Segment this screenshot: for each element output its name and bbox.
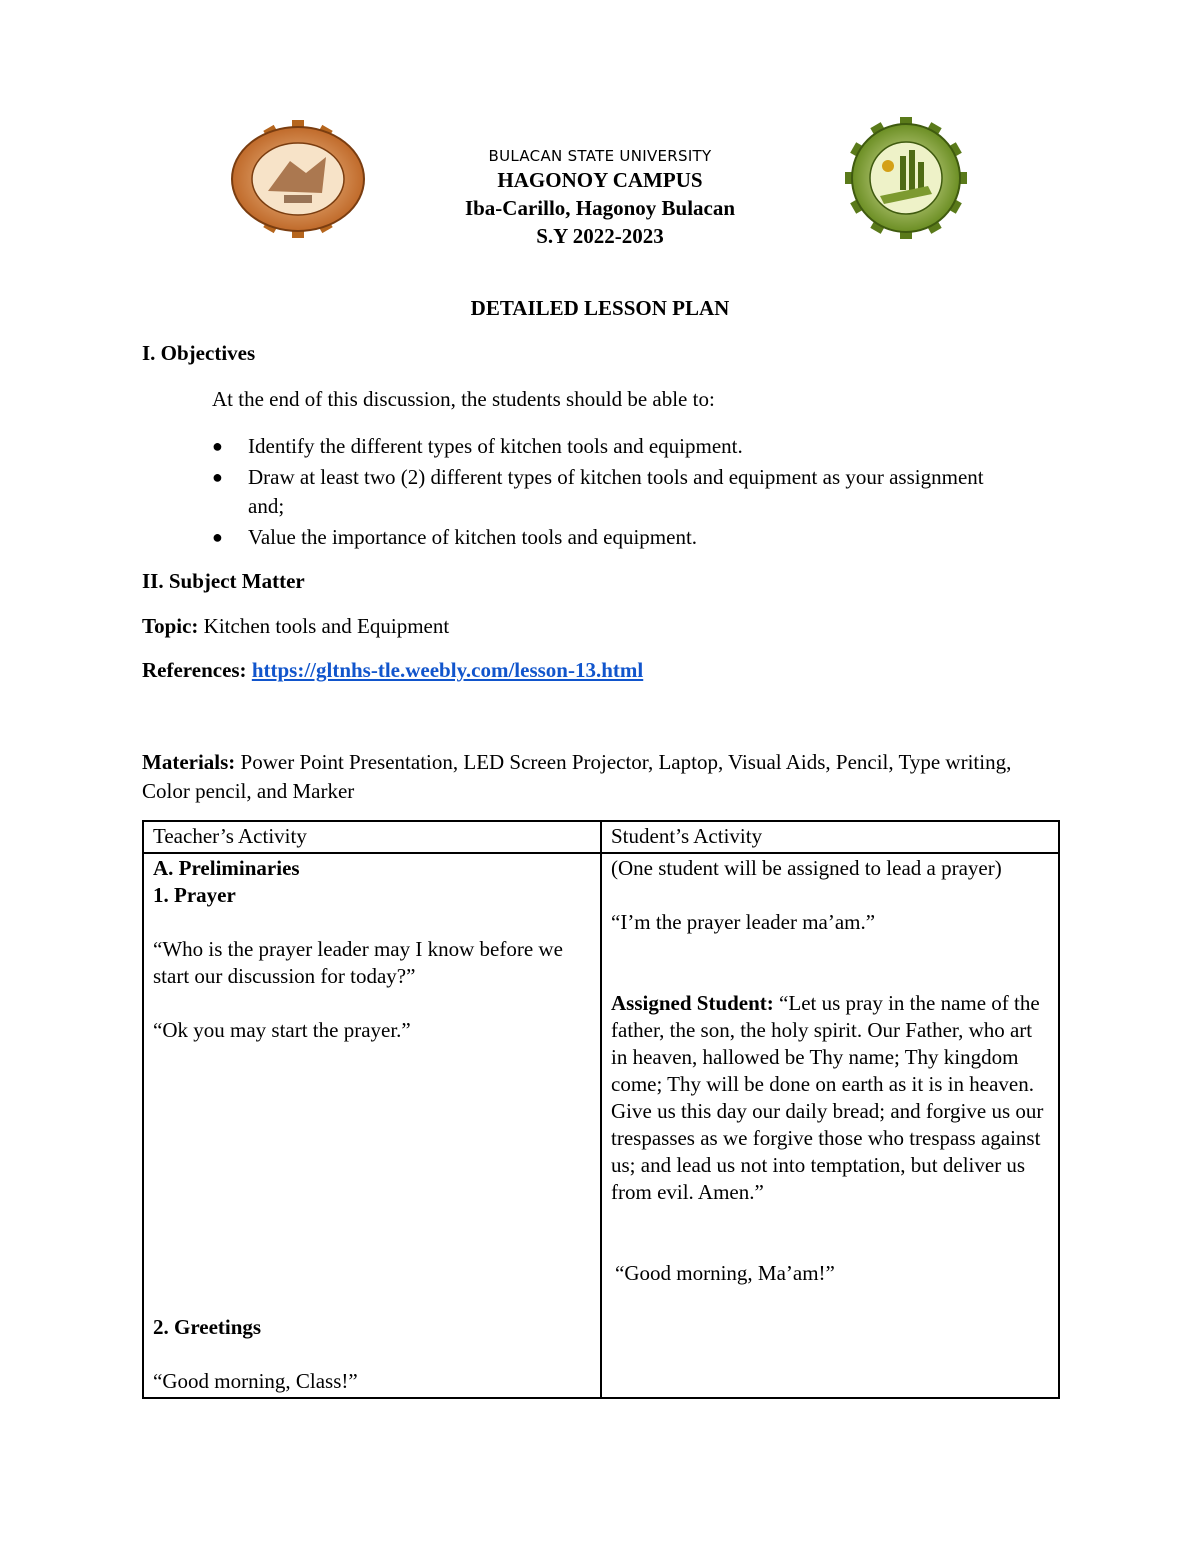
prayer-text: “Let us pray in the name of the father, the son, the holy spirit. Our Father, who art in heaven, hallowed be Thy name; Thy kingdom come; Thy will be done on earth as it is in heaven. Give us this day our daily bread; and forgive us our trespasses as we forgive those who trespass against us; and lead us not into temptation, but deliver us from evil. Amen.” <box>611 991 1044 1204</box>
greetings-heading: 2. Greetings <box>153 1315 262 1339</box>
materials-value: Power Point Presentation, LED Screen Projector, Laptop, Visual Aids, Pencil, Type writing, Color pencil, and Marker <box>142 750 1012 803</box>
university-header <box>350 146 850 250</box>
preliminaries-heading: A. Preliminaries <box>153 856 300 880</box>
references-line <box>142 658 643 683</box>
list-item: ● Value the importance of kitchen tools and equipment. <box>212 523 992 552</box>
prayer-heading: 1. Prayer <box>153 883 236 907</box>
university-seal-logo <box>227 120 369 238</box>
student-prayer-leader: “I’m the prayer leader ma’am.” <box>611 910 876 934</box>
table-row <box>143 853 1059 1398</box>
topic-label: Topic: <box>142 614 199 638</box>
teacher-greeting: “Good morning, Class!” <box>153 1369 358 1393</box>
student-assignment-note: (One student will be assigned to lead a prayer) <box>611 856 1002 880</box>
references-label: References: <box>142 658 247 682</box>
teacher-activity-cell <box>143 853 601 1398</box>
materials-line <box>142 748 1062 806</box>
campus-address: Iba-Carillo, Hagonoy Bulacan <box>464 196 736 220</box>
campus-name: HAGONOY CAMPUS <box>497 168 703 192</box>
topic-line <box>142 614 449 639</box>
objectives-intro: At the end of this discussion, the students should be able to: <box>212 387 715 411</box>
student-greeting: “Good morning, Ma’am!” <box>615 1261 835 1285</box>
university-name: BULACAN STATE UNIVERSITY <box>488 147 712 165</box>
objectives-list <box>212 432 992 554</box>
table-row <box>143 821 1059 853</box>
bullet-icon: ● <box>212 467 223 487</box>
campus-seal-logo <box>840 117 972 239</box>
references-link[interactable]: https://gltnhs-tle.weebly.com/lesson-13.html <box>251 658 644 682</box>
assigned-student-label: Assigned Student: <box>611 991 774 1015</box>
teacher-start-prayer: “Ok you may start the prayer.” <box>153 1018 411 1042</box>
subject-matter-heading: II. Subject Matter <box>142 569 305 593</box>
topic-value: Kitchen tools and Equipment <box>203 614 450 638</box>
student-activity-cell <box>601 853 1059 1398</box>
school-year: S.Y 2022-2023 <box>536 224 664 248</box>
teacher-prayer-question: “Who is the prayer leader may I know before we start our discussion for today?” <box>153 937 563 988</box>
list-item: ● Draw at least two (2) different types of kitchen tools and equipment as your assignment and; <box>212 465 984 518</box>
assigned-student-prayer <box>611 990 1049 1206</box>
materials-label: Materials: <box>142 750 236 774</box>
objectives-heading: I. Objectives <box>142 341 256 365</box>
bullet-icon: ● <box>212 527 223 547</box>
teacher-activity-header: Teacher’s Activity <box>143 821 601 853</box>
document-title: DETAILED LESSON PLAN <box>470 296 730 320</box>
student-activity-header: Student’s Activity <box>601 821 1059 853</box>
activity-table <box>142 820 1060 1399</box>
bullet-icon: ● <box>212 436 223 456</box>
list-item: ● Identify the different types of kitchen tools and equipment. <box>212 432 992 461</box>
